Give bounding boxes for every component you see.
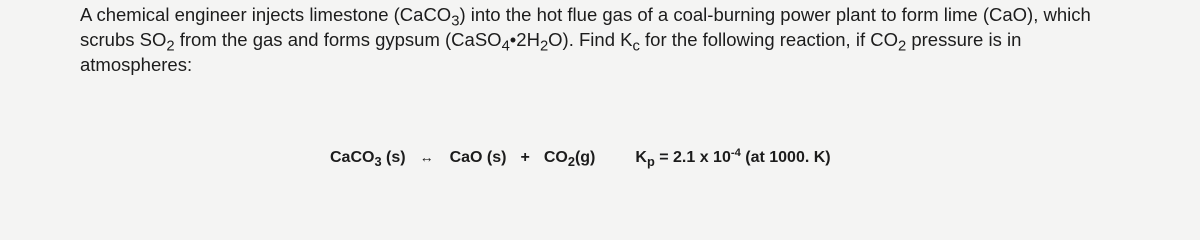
- plus-sign: +: [520, 149, 530, 166]
- problem-line-3: atmospheres:: [80, 54, 193, 75]
- kp-expression: [635, 147, 830, 169]
- problem-statement: [80, 2, 1180, 77]
- text-fragment: A chemical engineer injects limestone (CaCO: [80, 4, 452, 25]
- product-state: (g): [574, 149, 596, 166]
- text-fragment: •2H: [509, 29, 540, 50]
- subscript: 3: [451, 13, 460, 30]
- equilibrium-arrow-icon: ↔: [419, 149, 434, 165]
- problem-line-1: [80, 2, 1180, 30]
- reaction-equation: [330, 146, 831, 169]
- problem-line-2: [80, 27, 1180, 55]
- text-fragment: O). Find K: [548, 29, 633, 50]
- product-1: CaO (s): [449, 149, 507, 166]
- subscript: 4: [501, 38, 510, 55]
- subscript: 2: [166, 38, 175, 55]
- reactant-state: (s): [381, 149, 406, 166]
- subscript: 3: [374, 153, 382, 169]
- subscript: c: [632, 38, 640, 55]
- reactant-formula: CaCO: [330, 149, 375, 166]
- reactant: [330, 147, 406, 169]
- kp-value: = 2.1 x 10: [654, 149, 731, 166]
- superscript: -4: [730, 146, 741, 159]
- text-fragment: for the following reaction, if CO: [639, 29, 898, 50]
- text-fragment: pressure is in: [906, 29, 1022, 50]
- text-fragment: from the gas and forms gypsum (CaSO: [174, 29, 502, 50]
- subscript: 2: [567, 153, 575, 169]
- kp-symbol: K: [635, 149, 647, 166]
- product-2: [544, 147, 596, 169]
- text-fragment: ) into the hot flue gas of a coal-burning power plant to form lime (CaO), which: [459, 4, 1091, 25]
- subscript: 2: [539, 38, 549, 55]
- subscript: 2: [897, 38, 907, 55]
- text-fragment: scrubs SO: [80, 29, 167, 50]
- product-formula: CO: [543, 149, 568, 166]
- subscript: p: [646, 153, 655, 169]
- kp-condition: (at 1000. K): [740, 149, 831, 166]
